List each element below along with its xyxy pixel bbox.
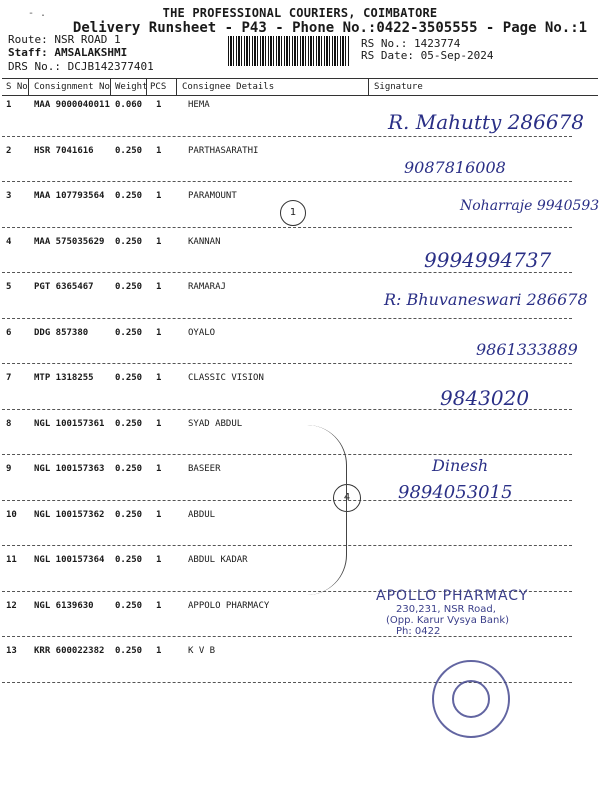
pharmacy-stamp	[376, 588, 556, 637]
col-pcs: PCS	[150, 82, 167, 92]
row-consignment: KRR 600022382	[34, 646, 105, 656]
row-pcs: 1	[156, 145, 162, 156]
row-consignee: CLASSIC VISION	[188, 373, 264, 383]
row-pcs: 1	[156, 555, 162, 565]
signature-9b: 9894053015	[398, 482, 513, 503]
row-weight: 0.250	[115, 646, 143, 656]
row-weight: 0.250	[115, 418, 143, 429]
row-consignment: MAA 9000040011	[34, 100, 110, 110]
col-consignee: Consignee Details	[182, 82, 275, 92]
row-consignee: K V B	[188, 646, 216, 656]
stamp-name: APOLLO PHARMACY	[376, 588, 529, 604]
row-pcs: 1	[156, 282, 162, 292]
row-divider	[2, 272, 572, 273]
row-sno: 7	[6, 373, 12, 383]
col-divider	[176, 78, 177, 95]
row-divider	[2, 318, 572, 319]
row-weight: 0.250	[115, 327, 143, 338]
row-pcs: 1	[156, 373, 162, 383]
row-sno: 13	[6, 646, 17, 656]
row-pcs: 1	[156, 646, 162, 656]
stamp-phone: Ph: 0422	[396, 626, 441, 637]
row-consignment: NGL 100157361	[34, 418, 105, 429]
row-consignment: NGL 6139630	[34, 600, 94, 611]
row-pcs: 1	[156, 509, 162, 520]
row-consignee: KANNAN	[188, 236, 221, 247]
barcode	[228, 36, 350, 66]
stamp-address: 230,231, NSR Road,	[396, 604, 496, 615]
row-divider	[2, 545, 572, 546]
rs-number: RS No.: 1423774	[361, 37, 461, 50]
row-sno: 1	[6, 100, 12, 110]
row-sno: 4	[6, 236, 12, 247]
signature-2: 9087816008	[404, 158, 506, 177]
row-weight: 0.250	[115, 509, 143, 520]
row-consignment: MTP 1318255	[34, 373, 94, 383]
row-pcs: 1	[156, 100, 162, 110]
row-consignment: NGL 100157364	[34, 555, 105, 565]
row-pcs: 1	[156, 600, 162, 611]
company-title: THE PROFESSIONAL COURIERS, COIMBATORE	[162, 6, 438, 20]
row-consignment: MAA 575035629	[34, 236, 105, 247]
col-divider	[368, 78, 369, 95]
col-divider	[28, 78, 29, 95]
row-sno: 9	[6, 464, 12, 474]
row-divider	[2, 136, 572, 137]
row-weight: 0.250	[115, 191, 143, 201]
row-consignee: ABDUL	[188, 509, 216, 520]
row-sno: 2	[6, 145, 12, 156]
row-weight: 0.250	[115, 464, 143, 474]
col-consignment: Consignment No	[34, 82, 110, 92]
row-divider	[2, 363, 572, 364]
row-consignee: BASEER	[188, 464, 221, 474]
row-divider	[2, 454, 572, 455]
row-consignee: RAMARAJ	[188, 282, 226, 292]
row-consignee: ABDUL KADAR	[188, 555, 248, 565]
col-weight: Weight	[115, 82, 148, 92]
row-pcs: 1	[156, 464, 162, 474]
row-consignee: HEMA	[188, 100, 210, 110]
drs-label: DRS No.: DCJB142377401	[8, 60, 154, 73]
row-sno: 8	[6, 418, 12, 429]
row-consignee: PARTHASARATHI	[188, 145, 259, 156]
row-sno: 10	[6, 509, 17, 520]
signature-1: R. Mahutty 286678	[388, 110, 585, 134]
row-sno: 12	[6, 600, 17, 611]
row-consignment: PGT 6365467	[34, 282, 94, 292]
row-consignment: HSR 7041616	[34, 145, 94, 156]
signature-7: 9843020	[440, 386, 530, 410]
corner-mark: - .	[28, 8, 47, 19]
circled-number: 1	[280, 200, 306, 226]
row-weight: 0.250	[115, 600, 143, 611]
signature-4: 9994994737	[424, 248, 552, 272]
table-header	[2, 78, 598, 96]
col-sno: S No	[6, 82, 28, 92]
row-consignment: MAA 107793564	[34, 191, 105, 201]
col-divider	[110, 78, 111, 95]
row-sno: 11	[6, 555, 17, 565]
row-weight: 0.250	[115, 236, 143, 247]
row-weight: 0.060	[115, 100, 143, 110]
row-pcs: 1	[156, 236, 162, 247]
row-consignee: SYAD ABDUL	[188, 418, 243, 429]
row-pcs: 1	[156, 327, 162, 338]
route-label: Route: NSR ROAD 1	[8, 33, 121, 46]
rs-date: RS Date: 05-Sep-2024	[361, 49, 494, 62]
row-weight: 0.250	[115, 282, 143, 292]
signature-3: Noharraje 9940593	[460, 198, 600, 214]
signature-9a: Dinesh	[432, 456, 489, 475]
row-pcs: 1	[156, 418, 162, 429]
stamp-landmark: (Opp. Karur Vysya Bank)	[386, 615, 510, 626]
row-pcs: 1	[156, 191, 162, 201]
col-signature: Signature	[374, 82, 423, 92]
signature-6: 9861333889	[476, 340, 578, 359]
row-consignee: APPOLO PHARMACY	[188, 600, 270, 611]
round-seal	[432, 660, 510, 738]
row-consignee: OYALO	[188, 327, 216, 338]
row-consignment: DDG 857380	[34, 327, 89, 338]
col-divider	[146, 78, 147, 95]
row-weight: 0.250	[115, 145, 143, 156]
row-consignee: PARAMOUNT	[188, 191, 237, 201]
grouping-bracket	[306, 425, 347, 595]
row-consignment: NGL 100157363	[34, 464, 105, 474]
row-sno: 3	[6, 191, 12, 201]
row-weight: 0.250	[115, 555, 143, 565]
circled-number: 4	[333, 484, 361, 512]
row-weight: 0.250	[115, 373, 143, 383]
signature-5: R: Bhuvaneswari 286678	[384, 290, 588, 309]
runsheet-subtitle: Delivery Runsheet - P43 - Phone No.:0422-3505555 - Page No.:1	[72, 20, 588, 36]
row-consignment: NGL 100157362	[34, 509, 105, 520]
staff-label: Staff: AMSALAKSHMI	[8, 46, 128, 59]
row-sno: 6	[6, 327, 12, 338]
row-divider	[2, 227, 572, 228]
row-sno: 5	[6, 282, 12, 292]
row-divider	[2, 181, 572, 182]
